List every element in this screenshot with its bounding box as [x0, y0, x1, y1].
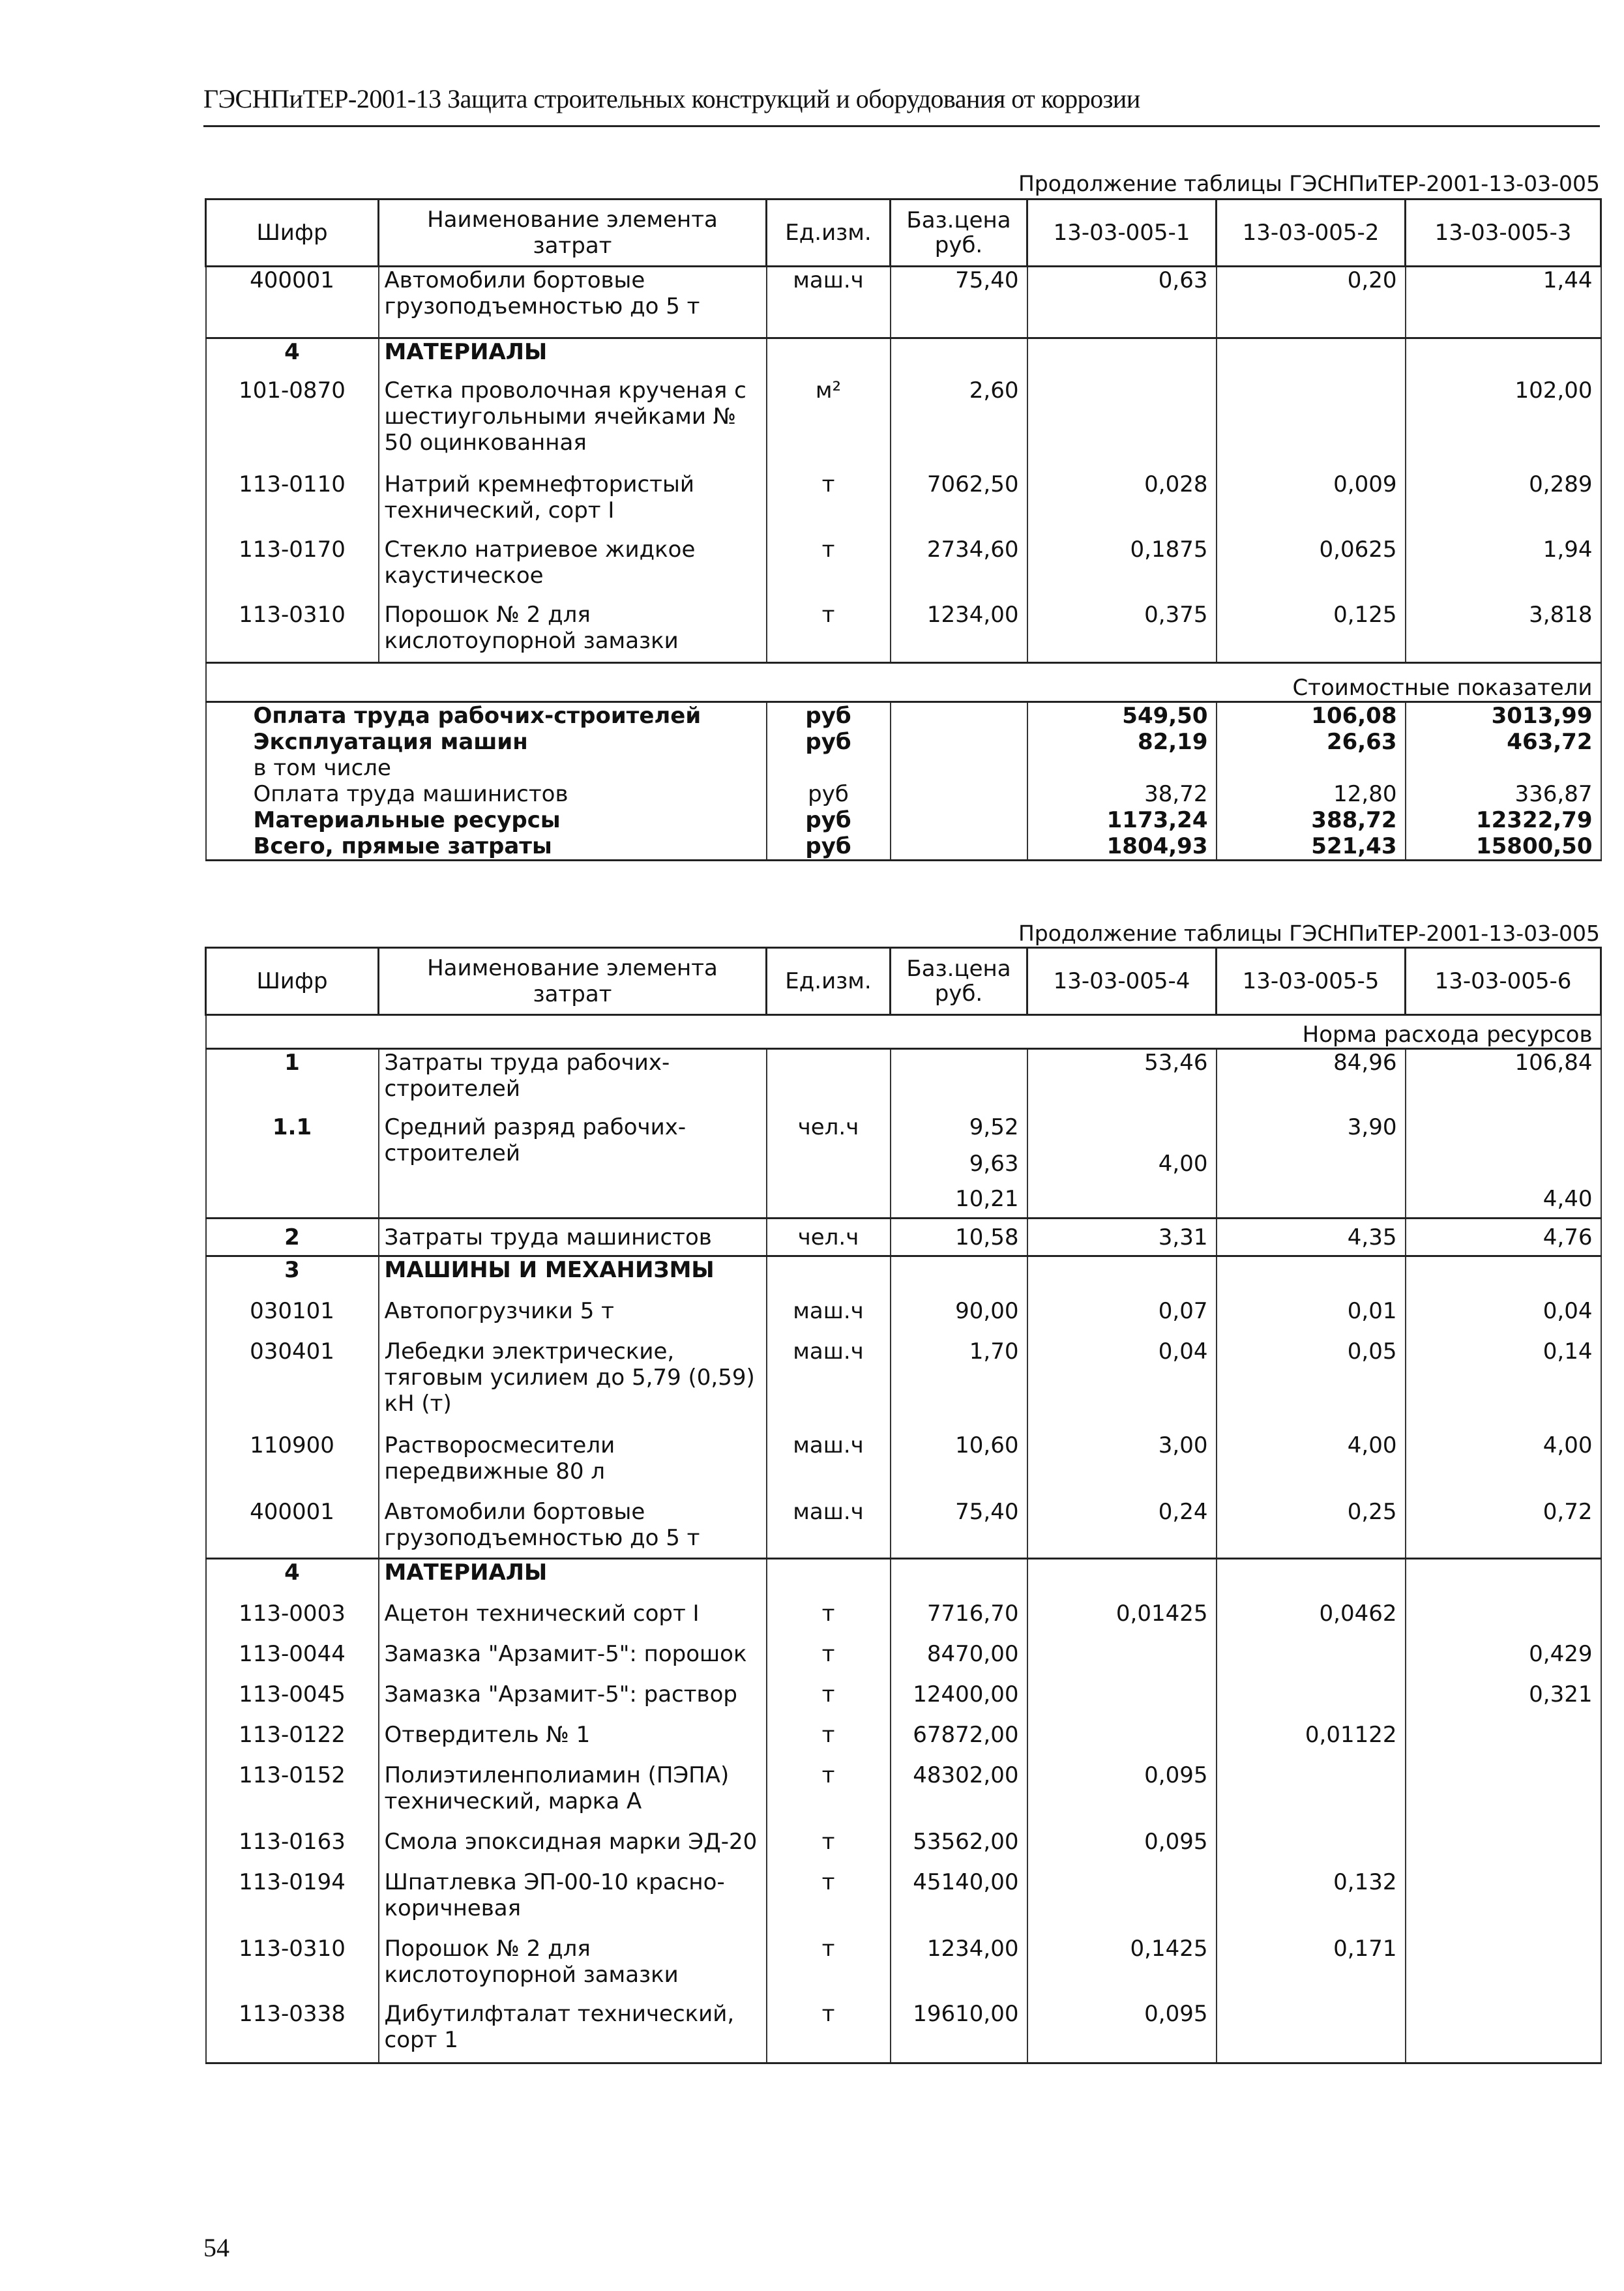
row-value-3: 3,818 — [1406, 602, 1601, 663]
row-value-3: 4,40 — [1406, 1186, 1601, 1219]
row-value-2 — [1217, 2001, 1406, 2063]
row-value-2: 84,96 — [1217, 1049, 1406, 1114]
row-value-1: 0,095 — [1027, 2001, 1217, 2063]
row-code: 110900 — [206, 1432, 379, 1499]
table-row — [206, 1681, 1601, 1722]
row-value-1: 0,375 — [1027, 602, 1217, 663]
cost-unit: руб — [767, 807, 891, 833]
row-unit: т — [767, 1869, 891, 1936]
cost-label: Всего, прямые затраты — [206, 833, 767, 861]
row-value-2: 0,01122 — [1217, 1722, 1406, 1762]
row-price: 2,60 — [891, 377, 1027, 471]
row-price: 45140,00 — [891, 1869, 1027, 1936]
section-row — [206, 338, 1601, 377]
row-code: 113-0110 — [206, 471, 379, 537]
row-value-2 — [1217, 1186, 1406, 1219]
cost-value-2: 12,80 — [1217, 781, 1406, 807]
table-row — [206, 1641, 1601, 1681]
row-value-1: 53,46 — [1027, 1049, 1217, 1114]
cost-row — [206, 702, 1601, 730]
row-value-3: 1,94 — [1406, 537, 1601, 602]
section-title: МАТЕРИАЛЫ — [379, 1559, 767, 1601]
row-value-2: 0,25 — [1217, 1499, 1406, 1559]
row-value-1: 0,1425 — [1027, 1936, 1217, 2001]
table1 — [205, 198, 1602, 861]
row-value-2: 3,90 — [1217, 1114, 1406, 1151]
row-name: Сетка проволочная крученая с шестиугольными ячейками № 50 оцинкованная — [379, 377, 767, 471]
row-value-1: 0,01425 — [1027, 1601, 1217, 1641]
table-row — [206, 1298, 1601, 1338]
row-value-1: 0,095 — [1027, 1829, 1217, 1869]
table-row — [206, 1114, 1601, 1151]
row-price: 19610,00 — [891, 2001, 1027, 2063]
norm-title-row — [206, 1015, 1601, 1049]
row-value-3 — [1406, 1114, 1601, 1151]
row-unit: т — [767, 471, 891, 537]
table1-caption: Продолжение таблицы ГЭСНПиТЕР-2001-13-03-005 — [1018, 171, 1600, 196]
row-code: 1.1 — [206, 1114, 379, 1219]
row-code: 400001 — [206, 267, 379, 338]
cost-value-3: 463,72 — [1406, 729, 1601, 755]
table-row — [206, 537, 1601, 602]
row-code: 101-0870 — [206, 377, 379, 471]
row-code: 113-0163 — [206, 1829, 379, 1869]
row-price: 12400,00 — [891, 1681, 1027, 1722]
row-code: 113-0310 — [206, 602, 379, 663]
row-code: 2 — [206, 1219, 379, 1256]
table-row — [206, 1762, 1601, 1829]
row-value-3: 102,00 — [1406, 377, 1601, 471]
row-name: Шпатлевка ЭП-00-10 красно-коричневая — [379, 1869, 767, 1936]
cost-value-2: 26,63 — [1217, 729, 1406, 755]
row-unit: т — [767, 1722, 891, 1762]
table-row — [206, 1049, 1601, 1114]
row-unit: маш.ч — [767, 1499, 891, 1559]
cost-value-2: 106,08 — [1217, 702, 1406, 730]
cost-unit: руб — [767, 833, 891, 861]
table-row — [206, 2001, 1601, 2063]
row-value-2 — [1217, 1829, 1406, 1869]
row-value-2 — [1217, 1151, 1406, 1186]
row-value-3: 0,429 — [1406, 1641, 1601, 1681]
row-value-3 — [1406, 1829, 1601, 1869]
row-unit: маш.ч — [767, 1338, 891, 1432]
row-name: Лебедки электрические, тяговым усилием до 5,79 (0,59) кН (т) — [379, 1338, 767, 1432]
table-row — [206, 1338, 1601, 1432]
table2-header-row — [206, 948, 1601, 1015]
row-value-1 — [1027, 1114, 1217, 1151]
row-name: Порошок № 2 для кислотоупорной замазки — [379, 602, 767, 663]
section-code: 4 — [206, 1559, 379, 1601]
col-norm2-header: 13-03-005-2 — [1217, 200, 1406, 267]
table-row — [206, 267, 1601, 338]
cost-title: Стоимостные показатели — [206, 663, 1601, 702]
row-code: 400001 — [206, 1499, 379, 1559]
col-norm6-header: 13-03-005-6 — [1406, 948, 1601, 1015]
row-value-2: 0,0462 — [1217, 1601, 1406, 1641]
row-code: 113-0170 — [206, 537, 379, 602]
cost-label: Эксплуатация машин — [206, 729, 767, 755]
cost-row — [206, 807, 1601, 833]
col-norm3-header: 13-03-005-3 — [1406, 200, 1601, 267]
row-name: Затраты труда машинистов — [379, 1219, 767, 1256]
table-row — [206, 1499, 1601, 1559]
row-price: 7716,70 — [891, 1601, 1027, 1641]
col-name-header: Наименование элемента затрат — [379, 948, 767, 1015]
col-unit-header: Ед.изм. — [767, 200, 891, 267]
row-price: 9,63 — [891, 1151, 1027, 1186]
cost-value-3: 336,87 — [1406, 781, 1601, 807]
row-name: Растворосмесители передвижные 80 л — [379, 1432, 767, 1499]
table-row — [206, 1601, 1601, 1641]
row-value-3 — [1406, 1936, 1601, 2001]
cost-value-2: 521,43 — [1217, 833, 1406, 861]
row-code: 113-0152 — [206, 1762, 379, 1829]
table-row — [206, 1432, 1601, 1499]
row-value-1 — [1027, 377, 1217, 471]
row-value-2: 0,20 — [1217, 267, 1406, 338]
row-code: 113-0045 — [206, 1681, 379, 1722]
row-unit: т — [767, 1681, 891, 1722]
row-name: Автомобили бортовые грузоподъемностью до 5 т — [379, 1499, 767, 1559]
row-value-1 — [1027, 1722, 1217, 1762]
cost-row — [206, 755, 1601, 781]
section-row — [206, 1256, 1601, 1298]
row-value-2: 0,171 — [1217, 1936, 1406, 2001]
row-value-3 — [1406, 2001, 1601, 2063]
row-value-1: 3,31 — [1027, 1219, 1217, 1256]
row-value-3: 0,72 — [1406, 1499, 1601, 1559]
row-unit: чел.ч — [767, 1114, 891, 1219]
table-row — [206, 1936, 1601, 2001]
row-unit: чел.ч — [767, 1219, 891, 1256]
cost-unit: руб — [767, 729, 891, 755]
row-unit: м² — [767, 377, 891, 471]
col-code-header: Шифр — [206, 948, 379, 1015]
cost-title-row — [206, 663, 1601, 702]
col-code-header: Шифр — [206, 200, 379, 267]
row-price: 10,60 — [891, 1432, 1027, 1499]
cost-value-3: 3013,99 — [1406, 702, 1601, 730]
row-price: 1234,00 — [891, 602, 1027, 663]
row-value-2 — [1217, 1681, 1406, 1722]
row-value-3: 0,14 — [1406, 1338, 1601, 1432]
row-price: 1,70 — [891, 1338, 1027, 1432]
cost-label: Материальные ресурсы — [206, 807, 767, 833]
row-name: Дибутилфталат технический, сорт 1 — [379, 2001, 767, 2063]
row-code: 113-0194 — [206, 1869, 379, 1936]
section-title: МАТЕРИАЛЫ — [379, 338, 767, 377]
cost-row — [206, 729, 1601, 755]
table-row — [206, 1219, 1601, 1256]
row-code: 113-0044 — [206, 1641, 379, 1681]
row-value-2: 4,35 — [1217, 1219, 1406, 1256]
row-name: Порошок № 2 для кислотоупорной замазки — [379, 1936, 767, 2001]
table2 — [205, 947, 1602, 2064]
row-price: 7062,50 — [891, 471, 1027, 537]
row-price: 75,40 — [891, 267, 1027, 338]
row-value-3: 0,321 — [1406, 1681, 1601, 1722]
row-price: 1234,00 — [891, 1936, 1027, 2001]
row-unit: маш.ч — [767, 1432, 891, 1499]
row-value-3: 0,289 — [1406, 471, 1601, 537]
table-row — [206, 1829, 1601, 1869]
row-unit: т — [767, 602, 891, 663]
row-name: Отвердитель № 1 — [379, 1722, 767, 1762]
row-value-1: 4,00 — [1027, 1151, 1217, 1186]
row-value-2: 0,0625 — [1217, 537, 1406, 602]
row-code: 1 — [206, 1049, 379, 1114]
row-unit: т — [767, 537, 891, 602]
row-value-2: 0,125 — [1217, 602, 1406, 663]
row-price: 10,21 — [891, 1186, 1027, 1219]
cost-value-2: 388,72 — [1217, 807, 1406, 833]
col-norm5-header: 13-03-005-5 — [1217, 948, 1406, 1015]
row-code: 030401 — [206, 1338, 379, 1432]
table-row — [206, 1722, 1601, 1762]
row-value-2 — [1217, 377, 1406, 471]
col-price-header: Баз.цена руб. — [891, 948, 1027, 1015]
row-value-2 — [1217, 1641, 1406, 1681]
cost-label: Оплата труда машинистов — [206, 781, 767, 807]
row-value-2: 0,009 — [1217, 471, 1406, 537]
cost-unit: руб — [767, 702, 891, 730]
cost-value-1: 549,50 — [1027, 702, 1217, 730]
row-name: Автопогрузчики 5 т — [379, 1298, 767, 1338]
table-row — [206, 377, 1601, 471]
cost-value-3: 12322,79 — [1406, 807, 1601, 833]
section-code: 4 — [206, 338, 379, 377]
row-value-1: 0,07 — [1027, 1298, 1217, 1338]
row-value-2 — [1217, 1762, 1406, 1829]
page-header: ГЭСНПиТЕР-2001-13 Защита строительных конструкций и оборудования от коррозии — [203, 84, 1140, 113]
row-value-3 — [1406, 1601, 1601, 1641]
row-value-2: 4,00 — [1217, 1432, 1406, 1499]
row-price: 75,40 — [891, 1499, 1027, 1559]
row-name: Смола эпоксидная марки ЭД-20 — [379, 1829, 767, 1869]
row-value-3 — [1406, 1722, 1601, 1762]
cost-row — [206, 781, 1601, 807]
row-value-2: 0,05 — [1217, 1338, 1406, 1432]
row-unit: т — [767, 2001, 891, 2063]
table-row — [206, 1869, 1601, 1936]
cost-value-3: 15800,50 — [1406, 833, 1601, 861]
norm-title: Норма расхода ресурсов — [206, 1015, 1601, 1049]
row-name: Натрий кремнефтористый технический, сорт I — [379, 471, 767, 537]
row-value-3 — [1406, 1151, 1601, 1186]
row-name: Средний разряд рабочих-строителей — [379, 1114, 767, 1219]
row-name: Замазка "Арзамит-5": порошок — [379, 1641, 767, 1681]
row-value-1 — [1027, 1869, 1217, 1936]
cost-unit: руб — [767, 781, 891, 807]
row-code: 113-0310 — [206, 1936, 379, 2001]
row-value-3 — [1406, 1869, 1601, 1936]
row-value-3 — [1406, 1762, 1601, 1829]
row-price: 8470,00 — [891, 1641, 1027, 1681]
row-unit: т — [767, 1641, 891, 1681]
row-value-2: 0,01 — [1217, 1298, 1406, 1338]
cost-value-1: 1804,93 — [1027, 833, 1217, 861]
row-name: Полиэтиленполиамин (ПЭПА) технический, марка А — [379, 1762, 767, 1829]
row-price: 90,00 — [891, 1298, 1027, 1338]
row-name: Стекло натриевое жидкое каустическое — [379, 537, 767, 602]
row-unit: т — [767, 1936, 891, 2001]
row-price: 10,58 — [891, 1219, 1027, 1256]
col-unit-header: Ед.изм. — [767, 948, 891, 1015]
row-code: 113-0338 — [206, 2001, 379, 2063]
row-value-1: 0,04 — [1027, 1338, 1217, 1432]
col-name-header: Наименование элемента затрат — [379, 200, 767, 267]
row-name: Ацетон технический сорт I — [379, 1601, 767, 1641]
row-value-1: 0,1875 — [1027, 537, 1217, 602]
cost-value-1: 38,72 — [1027, 781, 1217, 807]
section-title: МАШИНЫ И МЕХАНИЗМЫ — [379, 1256, 767, 1298]
row-value-1: 0,028 — [1027, 471, 1217, 537]
cost-value-1: 82,19 — [1027, 729, 1217, 755]
row-price: 67872,00 — [891, 1722, 1027, 1762]
row-value-1: 0,24 — [1027, 1499, 1217, 1559]
row-price: 9,52 — [891, 1114, 1027, 1151]
row-value-1 — [1027, 1681, 1217, 1722]
row-value-1 — [1027, 1186, 1217, 1219]
cost-label: Оплата труда рабочих-строителей — [206, 702, 767, 730]
table-row — [206, 471, 1601, 537]
row-price: 2734,60 — [891, 537, 1027, 602]
row-code: 030101 — [206, 1298, 379, 1338]
row-unit: т — [767, 1762, 891, 1829]
page-number: 54 — [203, 2233, 229, 2262]
row-value-1 — [1027, 1641, 1217, 1681]
col-norm1-header: 13-03-005-1 — [1027, 200, 1217, 267]
row-name: Автомобили бортовые грузоподъемностью до 5 т — [379, 267, 767, 338]
col-norm4-header: 13-03-005-4 — [1027, 948, 1217, 1015]
row-unit: т — [767, 1829, 891, 1869]
row-value-2: 0,132 — [1217, 1869, 1406, 1936]
row-value-3: 106,84 — [1406, 1049, 1601, 1114]
row-price: 53562,00 — [891, 1829, 1027, 1869]
row-value-1: 0,63 — [1027, 267, 1217, 338]
row-value-1: 3,00 — [1027, 1432, 1217, 1499]
cost-row — [206, 833, 1601, 861]
row-unit: т — [767, 1601, 891, 1641]
cost-label: в том числе — [206, 755, 767, 781]
row-code: 113-0122 — [206, 1722, 379, 1762]
cost-value-1: 1173,24 — [1027, 807, 1217, 833]
row-price: 48302,00 — [891, 1762, 1027, 1829]
row-value-3: 0,04 — [1406, 1298, 1601, 1338]
row-value-3: 1,44 — [1406, 267, 1601, 338]
row-unit: маш.ч — [767, 267, 891, 338]
row-value-1: 0,095 — [1027, 1762, 1217, 1829]
table-row — [206, 602, 1601, 663]
row-name: Затраты труда рабочих-строителей — [379, 1049, 767, 1114]
header-rule — [203, 125, 1600, 127]
row-value-3: 4,76 — [1406, 1219, 1601, 1256]
table1-header-row — [206, 200, 1601, 267]
row-name: Замазка "Арзамит-5": раствор — [379, 1681, 767, 1722]
section-row — [206, 1559, 1601, 1601]
row-value-3: 4,00 — [1406, 1432, 1601, 1499]
row-unit: маш.ч — [767, 1298, 891, 1338]
col-price-header: Баз.цена руб. — [891, 200, 1027, 267]
table2-caption: Продолжение таблицы ГЭСНПиТЕР-2001-13-03-005 — [1018, 921, 1600, 946]
row-code: 113-0003 — [206, 1601, 379, 1641]
section-code: 3 — [206, 1256, 379, 1298]
